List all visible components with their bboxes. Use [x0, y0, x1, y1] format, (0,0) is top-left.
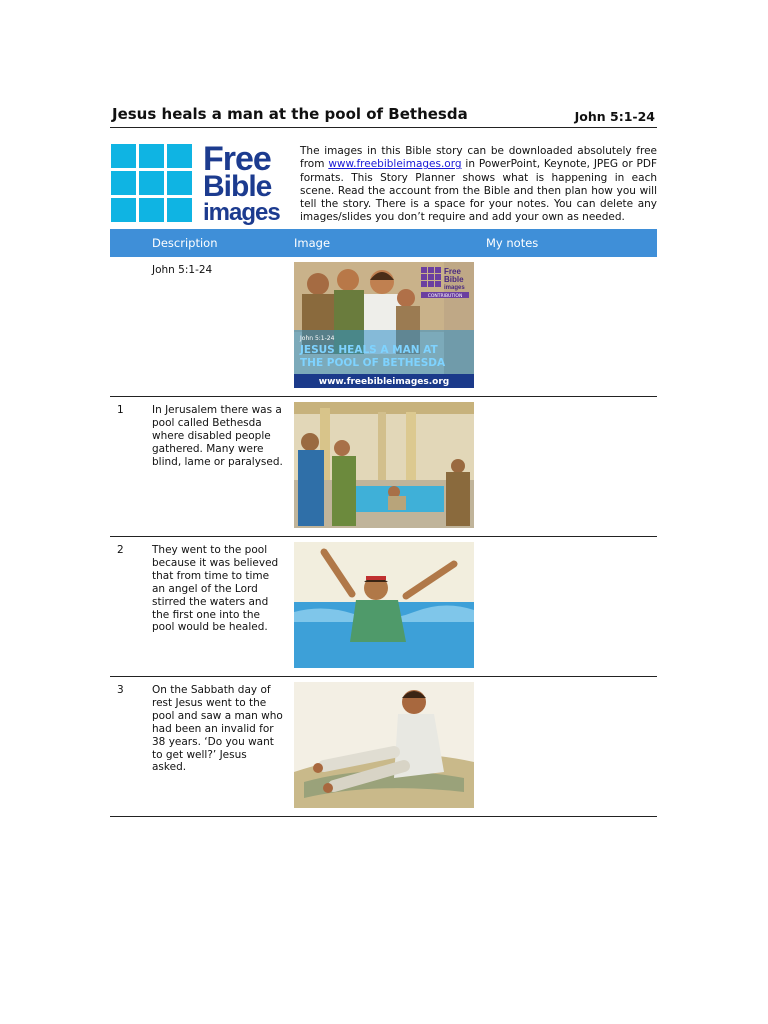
logo-word-bible: Bible [203, 170, 272, 203]
slide-contribution-label: CONTRIBUTION [427, 294, 463, 299]
row-description: In Jerusalem there was a pool called Bethesda where disabled people gathered. Many were blind, lame or paralysed. [152, 404, 283, 468]
logo-word-free: Free [203, 140, 271, 178]
slide-logo-free: Free [444, 267, 461, 276]
title-slide-image[interactable] [294, 262, 474, 388]
row-description: They went to the pool because it was believed that from time to time an angel of the Lord stirred the waters and the first one into the pool would be healed. [152, 544, 279, 634]
column-header-description: Description [152, 236, 218, 250]
row-description: John 5:1-24 [152, 264, 213, 276]
table-row [110, 257, 657, 397]
column-header-image: Image [294, 236, 331, 250]
row-number: 3 [117, 684, 124, 696]
intro-text-end: in PowerPoint, Keynote, JPEG or PDF formats. This Story Planner shows what is happening in each scene. Read the account from the Bible and then plan how you will tell the story. There is a space for your notes. You can delete any images/slides you don’t require and add your own as needed. [300, 158, 657, 224]
table-row [110, 397, 657, 537]
intro-text-start: The images in this Bible story can be downloaded absolutely free from [300, 145, 657, 171]
row-divider [110, 816, 657, 817]
slide-caption-line1: JESUS HEALS A MAN AT [300, 344, 438, 356]
title-divider [110, 127, 657, 128]
logo-grid-icon [111, 144, 193, 222]
table-row [110, 677, 657, 817]
logo-word-images: images [203, 199, 280, 226]
slide-caption-line2: THE POOL OF BETHESDA [300, 357, 446, 369]
free-bible-images-logo [111, 140, 281, 226]
intro-paragraph [300, 145, 657, 225]
table-row [110, 537, 657, 677]
row-number: 1 [117, 404, 124, 416]
title-row [110, 105, 657, 127]
slide-logo-bible: Bible [444, 275, 464, 284]
pool-scene-image[interactable] [294, 402, 474, 528]
row-number: 2 [117, 544, 124, 556]
man-in-water-image[interactable] [294, 542, 474, 668]
slide-logo-icon [421, 267, 441, 287]
table-header [110, 229, 657, 257]
slide-ref-text: John 5:1-24 [300, 335, 335, 342]
row-description: On the Sabbath day of rest Jesus went to the pool and saw a man who had been an invalid for 38 years. ‘Do you want to get well?’ Jesus asked. [152, 684, 283, 774]
slide-logo-images: images [444, 285, 465, 291]
scripture-reference: John 5:1-24 [574, 109, 655, 124]
invalid-man-image[interactable] [294, 682, 474, 808]
slide-url-text: www.freebibleimages.org [318, 377, 450, 387]
column-header-notes: My notes [486, 236, 539, 250]
page-title: Jesus heals a man at the pool of Bethesda [112, 105, 468, 123]
website-link[interactable]: www.freebibleimages.org [328, 158, 462, 171]
